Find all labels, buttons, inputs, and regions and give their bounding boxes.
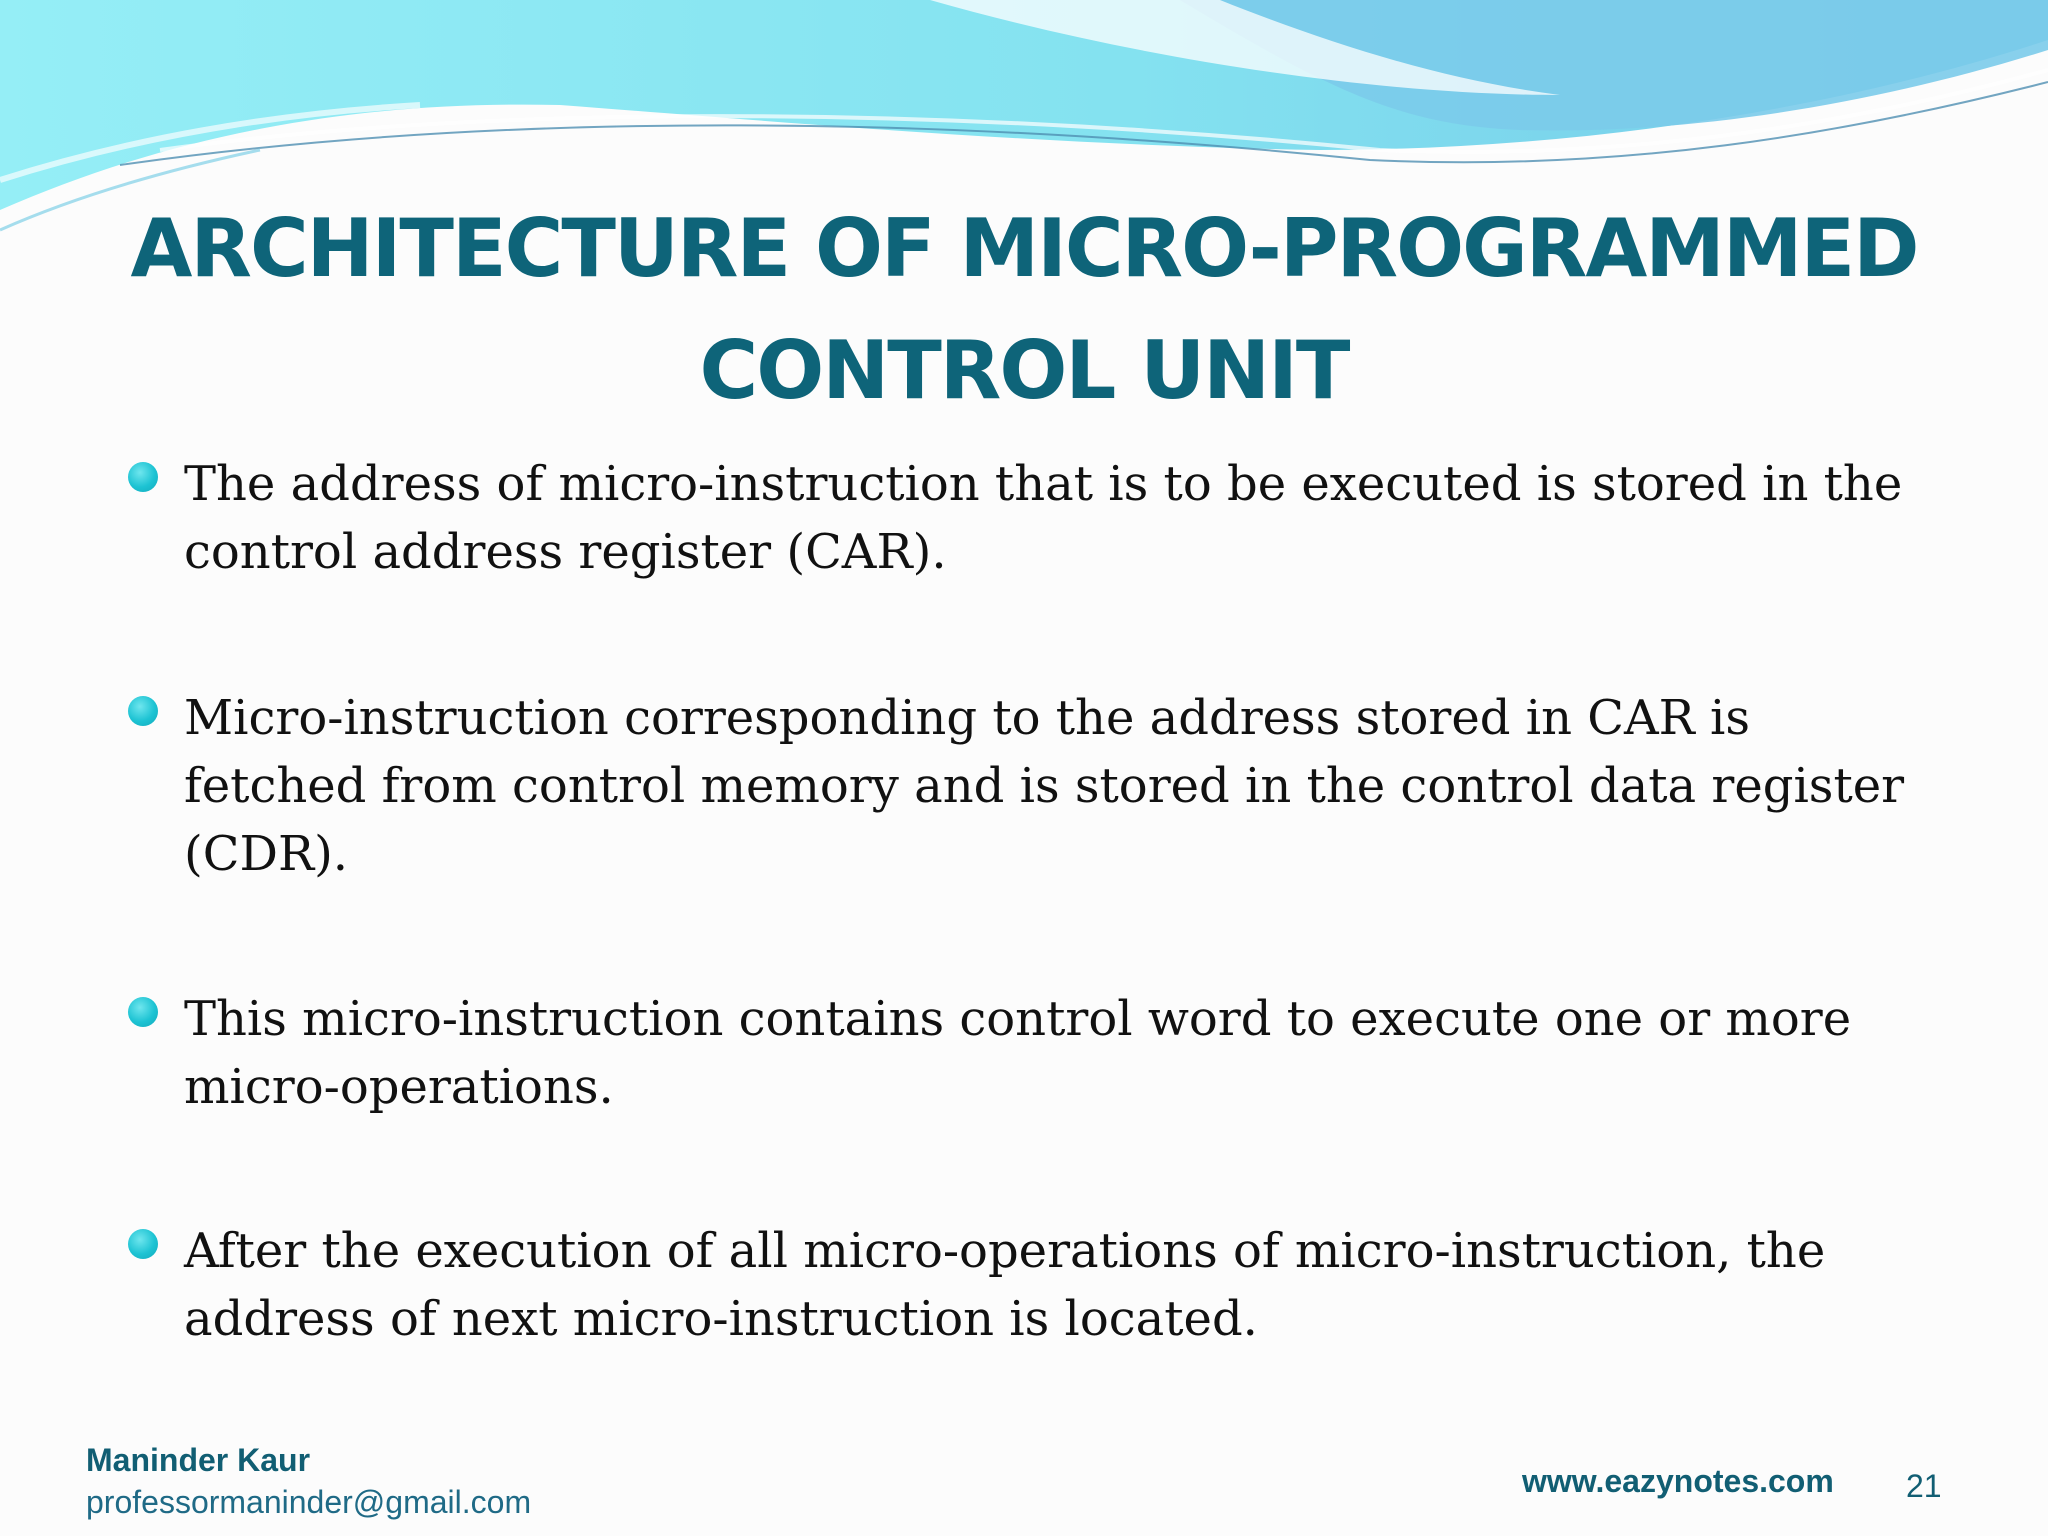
bullet-text — [184, 684, 1924, 888]
bullet-line: Micro-instruction corresponding to the address stored in CAR is — [184, 690, 1751, 746]
page-number: 21 — [1906, 1468, 1942, 1504]
bullet-line: control address register (CAR). — [184, 524, 947, 580]
bullet-text — [184, 985, 1924, 1121]
bullet-text — [184, 450, 1924, 586]
footer-website: www.eazynotes.com — [1522, 1463, 1834, 1499]
bullet-dot-icon — [128, 696, 158, 726]
bullet-line: (CDR). — [184, 826, 349, 882]
bullet-line: The address of micro-instruction that is to be executed is stored in the — [184, 456, 1903, 512]
bullet-dot-icon — [128, 997, 158, 1027]
slide-title-line: ARCHITECTURE OF MICRO-PROGRAMMED — [130, 202, 1918, 295]
bullet-text — [184, 1217, 1924, 1353]
bullet-line: After the execution of all micro-operations of micro-instruction, the — [184, 1223, 1826, 1279]
slide-title-line: CONTROL UNIT — [699, 324, 1349, 417]
slide-title — [80, 188, 1968, 432]
bullet-dot-icon — [128, 462, 158, 492]
bullet-line: fetched from control memory and is stored in the control data register — [184, 758, 1905, 814]
footer-email: professormaninder@gmail.com — [86, 1484, 532, 1520]
bullet-line: micro-operations. — [184, 1059, 614, 1115]
footer-author: Maninder Kaur — [86, 1442, 311, 1478]
bullet-dot-icon — [128, 1229, 158, 1259]
bullet-line: This micro-instruction contains control word to execute one or more — [184, 991, 1852, 1047]
bullet-line: address of next micro-instruction is located. — [184, 1291, 1258, 1347]
